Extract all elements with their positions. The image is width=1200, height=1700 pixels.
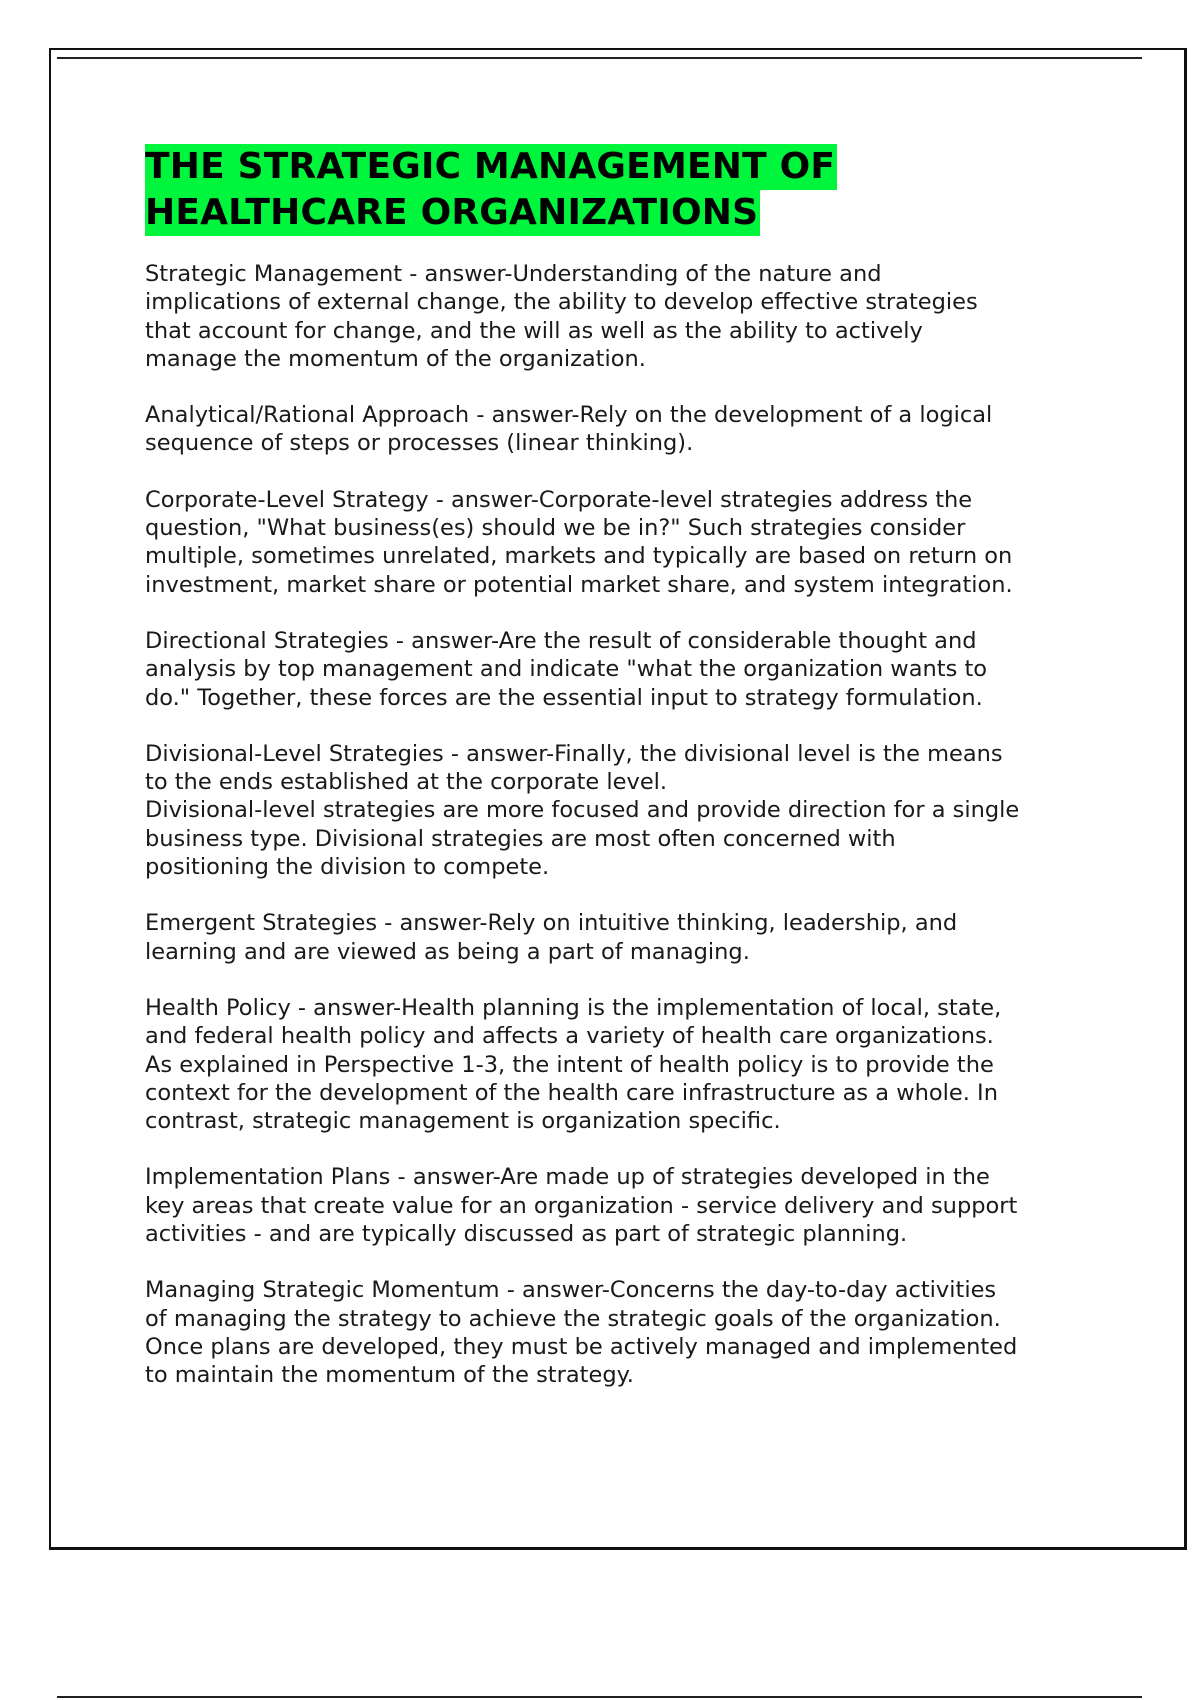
entry-text-line: Strategic Management - answer-Understanding of the nature and — [145, 261, 882, 287]
entry-text-line: Divisional-Level Strategies - answer-Finally, the divisional level is the means — [145, 740, 1003, 767]
entry-text-line: to the ends established at the corporate level. — [145, 769, 668, 796]
title-line: HEALTHCARE ORGANIZATIONS — [145, 190, 760, 236]
entry-text-line: activities - and are typically discussed as part of strategic planning. — [145, 1221, 908, 1248]
entry-text-line: sequence of steps or processes (linear thinking). — [145, 430, 694, 457]
entry-text-line: Corporate-Level Strategy - answer-Corporate-level strategies address the — [145, 486, 973, 513]
entry-text-line: analysis by top management and indicate "what the organization wants to — [145, 656, 988, 683]
entry-text-line: do." Together, these forces are the essential input to strategy formulation. — [145, 684, 983, 711]
glossary-list — [145, 260, 1095, 1390]
entry-text-line: investment, market share or potential market share, and system integration. — [145, 571, 1013, 598]
entry-text-line: key areas that create value for an organization - service delivery and support — [145, 1192, 1018, 1219]
entry-text-line: manage the momentum of the organization. — [145, 345, 646, 372]
glossary-entry — [145, 1276, 1095, 1389]
entry-text-line: Once plans are developed, they must be actively managed and implemented — [145, 1333, 1018, 1360]
glossary-entry — [145, 1163, 1095, 1248]
entry-text-line: of managing the strategy to achieve the strategic goals of the organization. — [145, 1305, 1001, 1332]
entry-text-line: Divisional-level strategies are more focused and provide direction for a single — [145, 797, 1020, 824]
bottom-rule — [57, 1696, 1142, 1698]
entry-text-line: that account for change, and the will as well as the ability to actively — [145, 317, 923, 344]
entry-text-line: context for the development of the health care infrastructure as a whole. In — [145, 1079, 998, 1106]
entry-text-line: multiple, sometimes unrelated, markets and typically are based on return on — [145, 543, 1013, 570]
glossary-entry — [145, 994, 1095, 1135]
glossary-entry — [145, 486, 1095, 599]
document-title — [145, 144, 1095, 236]
title-line: THE STRATEGIC MANAGEMENT OF — [145, 144, 837, 190]
entry-text-line: positioning the division to compete. — [145, 854, 550, 881]
entry-text-line: contrast, strategic management is organization specific. — [145, 1108, 781, 1135]
entry-text-line: to maintain the momentum of the strategy. — [145, 1362, 634, 1389]
entry-text-line: question, "What business(es) should we be in?" Such strategies consider — [145, 515, 966, 542]
glossary-entry — [145, 401, 1095, 458]
entry-text-line: Emergent Strategies - answer-Rely on intuitive thinking, leadership, and — [145, 910, 958, 937]
entry-text-line: and federal health policy and affects a variety of health care organizations. — [145, 1023, 994, 1050]
entry-text-line: Health Policy - answer-Health planning is the implementation of local, state, — [145, 994, 1002, 1021]
entry-text-line: Implementation Plans - answer-Are made up of strategies developed in the — [145, 1164, 990, 1191]
entry-text-line: business type. Divisional strategies are most often concerned with — [145, 825, 896, 852]
glossary-entry — [145, 627, 1095, 712]
glossary-entry — [145, 909, 1095, 966]
entry-text-line: As explained in Perspective 1-3, the intent of health policy is to provide the — [145, 1051, 994, 1078]
top-rule — [57, 57, 1142, 59]
entry-text-line: Analytical/Rational Approach - answer-Rely on the development of a logical — [145, 402, 993, 429]
glossary-entry — [145, 260, 1095, 373]
entry-text-line: Managing Strategic Momentum - answer-Concerns the day-to-day activities — [145, 1277, 997, 1304]
entry-text-line: implications of external change, the ability to develop effective strategies — [145, 289, 978, 316]
entry-text-line: learning and are viewed as being a part of managing. — [145, 938, 750, 965]
document-body — [145, 144, 1095, 1418]
glossary-entry — [145, 740, 1095, 881]
entry-text-line: Directional Strategies - answer-Are the result of considerable thought and — [145, 627, 977, 654]
